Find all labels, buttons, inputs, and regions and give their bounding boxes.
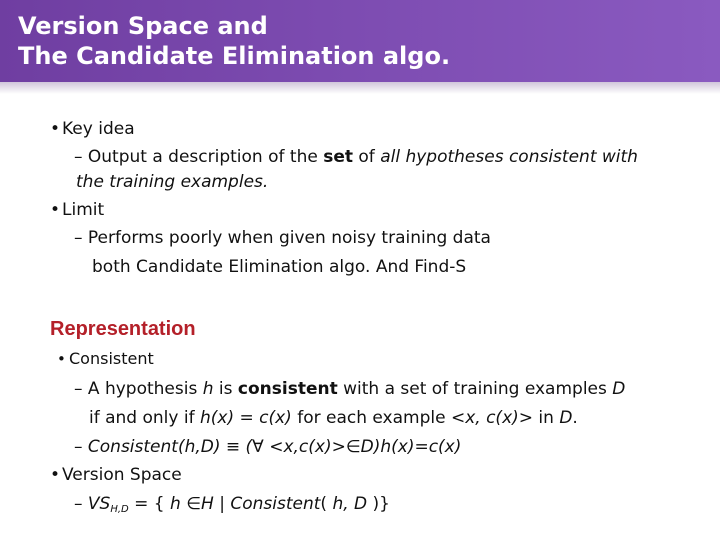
dash-marker: –	[74, 379, 83, 399]
consistent-label: Consistent	[69, 349, 154, 368]
title-bar	[0, 0, 720, 82]
consistent-in: > in	[518, 408, 560, 428]
consistent-bold: consistent	[237, 379, 338, 399]
consistent-each: for each example <	[291, 408, 466, 428]
consistent-text-a: A hypothesis	[87, 379, 203, 399]
consistent-formula-line	[74, 436, 461, 458]
vs-H: H	[201, 494, 214, 514]
key-idea-prefix: Output a description of the	[87, 147, 324, 167]
bullet-icon: •	[50, 200, 61, 220]
bullet-icon: •	[57, 350, 66, 368]
vs-paren: (	[320, 494, 333, 514]
limit-line-2	[92, 256, 466, 278]
limit-line-1	[74, 227, 491, 249]
slide-title	[18, 11, 450, 71]
dash-marker: –	[74, 437, 83, 457]
key-idea-middle: of	[352, 147, 381, 167]
title-line-2: The Candidate Elimination algo.	[18, 42, 451, 70]
key-idea-label: Key idea	[62, 119, 135, 139]
consistent-text-c: with a set of training examples	[337, 379, 613, 399]
vs-symbol: VS	[87, 494, 111, 514]
consistent-pair: x, c(x)	[465, 408, 519, 428]
consistent-in-d: D	[559, 408, 573, 428]
limit-sub-1: Performs poorly when given noisy training data	[87, 228, 491, 248]
dash-marker: –	[74, 228, 83, 248]
vs-close: )}	[367, 494, 390, 514]
consistent-d: D	[612, 379, 626, 399]
limit-sub-2: both Candidate Elimination algo. And Find-S	[92, 257, 467, 277]
key-idea-bold-set: set	[323, 147, 353, 167]
consistent-formula: Consistent(h,D) ≡ (∀ <x,c(x)>∈D)h(x)=c(x)	[87, 437, 462, 457]
bullet-icon: •	[50, 465, 61, 485]
consistent-line-2	[89, 407, 578, 429]
title-bar-shadow	[0, 82, 720, 94]
vs-eq: = {	[128, 494, 171, 514]
consistent-line-1	[74, 378, 625, 400]
dash-marker: –	[74, 147, 83, 167]
key-idea-line-1	[74, 146, 638, 168]
representation-heading: Representation	[50, 318, 196, 340]
vs-in: ∈	[180, 494, 202, 514]
key-idea-italic: all hypotheses consistent with	[380, 147, 638, 167]
key-idea-italic-2: the training examples.	[76, 172, 269, 192]
consistent-text-b: is	[213, 379, 238, 399]
consistent-h: h	[202, 379, 214, 399]
vs-bar: |	[213, 494, 231, 514]
consistent-iff: if and only if	[89, 408, 200, 428]
dash-marker: –	[74, 494, 83, 514]
limit-label: Limit	[62, 200, 105, 220]
vs-args: h, D	[332, 494, 368, 514]
version-space-label: Version Space	[62, 465, 182, 485]
consistent-period: .	[572, 408, 578, 428]
key-idea-line-2	[76, 171, 268, 193]
vs-subscript: H,D	[110, 504, 129, 515]
vs-consistent: Consistent	[230, 494, 321, 514]
title-line-1: Version Space and	[18, 12, 268, 40]
vs-h: h	[170, 494, 181, 514]
bullet-icon: •	[50, 119, 61, 139]
consistent-equation: h(x) = c(x)	[199, 408, 292, 428]
version-space-formula	[74, 493, 390, 515]
